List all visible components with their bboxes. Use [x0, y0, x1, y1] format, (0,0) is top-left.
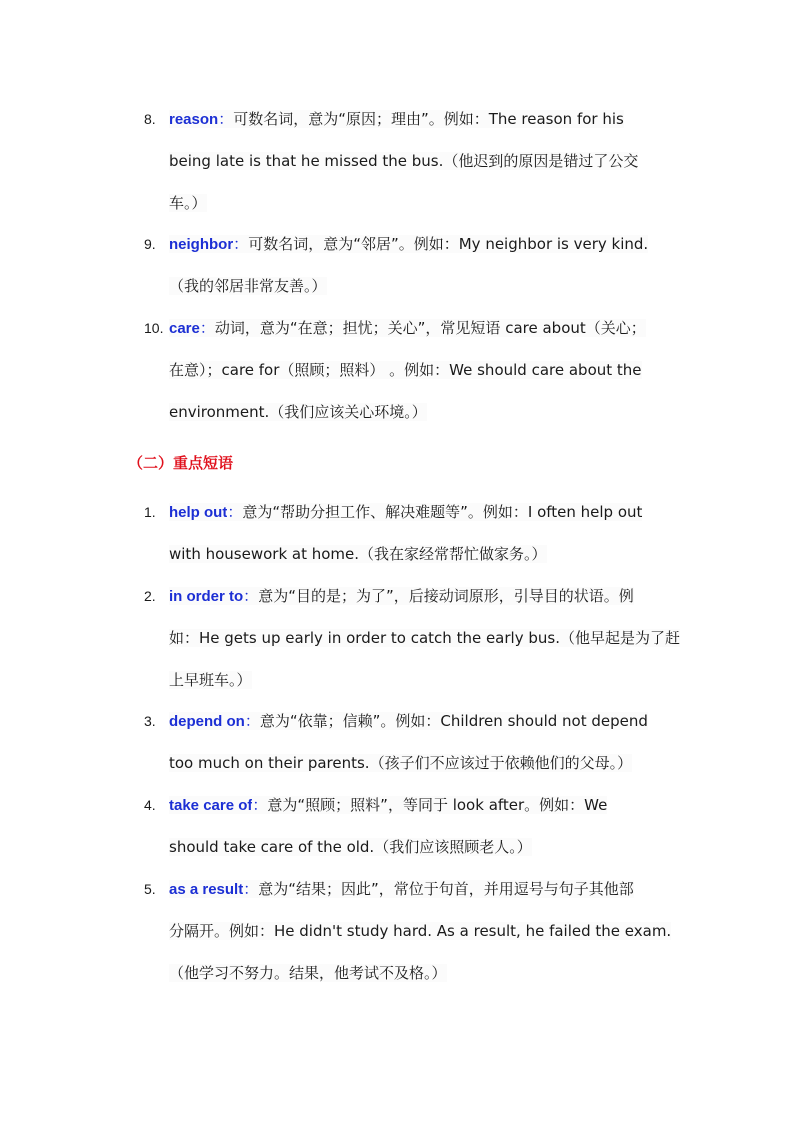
- entry-number: 5.: [144, 881, 156, 897]
- entry-number: 3.: [144, 713, 156, 729]
- entry-body: [169, 784, 681, 868]
- entry-body: [169, 98, 681, 224]
- entry-term: reason: [169, 111, 219, 128]
- entry-term: depend on: [169, 713, 245, 730]
- entry-body: [169, 868, 681, 994]
- entry-line: as a result：意为“结果；因此”，常位于句首，并用逗号与句子其他部: [169, 880, 634, 898]
- entry-line: neighbor：可数名词，意为“邻居”。例如：My neighbor is very kind.: [169, 235, 649, 253]
- entry-number: 4.: [144, 797, 156, 813]
- entry-line: 如：He gets up early in order to catch the early bus.（他早起是为了赶: [169, 629, 680, 647]
- entry-line: help out：意为“帮助分担工作、解决难题等”。例如：I often help out: [169, 503, 643, 521]
- entry-body: [169, 700, 681, 784]
- entry-term: as a result: [169, 881, 244, 898]
- entry-line: take care of：意为“照顾；照料”，等同于 look after。例如：We: [169, 796, 608, 814]
- entry-line: depend on：意为“依靠；信赖”。例如：Children should not depend: [169, 712, 648, 730]
- entry-line: 上早班车。）: [169, 671, 252, 689]
- entry-line: 车。）: [169, 194, 207, 212]
- section-heading: （二）重点短语: [128, 454, 234, 472]
- entry-line: in order to：意为“目的是；为了”，后接动词原形，引导目的状语。例: [169, 587, 634, 605]
- entry-number: 1.: [144, 504, 156, 520]
- entry-line: reason：可数名词，意为“原因；理由”。例如：The reason for his: [169, 110, 624, 128]
- entry-line: too much on their parents.（孩子们不应该过于依赖他们的父母。）: [169, 754, 633, 772]
- entry-number: 9.: [144, 236, 156, 252]
- entry-body: [169, 575, 681, 701]
- entry-line: care：动词，意为“在意；担忧；关心”，常见短语 care about（关心；: [169, 319, 646, 337]
- entry-line: （我的邻居非常友善。）: [169, 277, 327, 295]
- entry-line: 在意）；care for（照顾；照料） 。例如：We should care about the: [169, 361, 642, 379]
- entry-line: （他学习不努力。结果，他考试不及格。）: [169, 964, 447, 982]
- entry-number: 8.: [144, 111, 156, 127]
- entry-term: in order to: [169, 588, 244, 605]
- entry-term: help out: [169, 504, 228, 521]
- entry-term: take care of: [169, 797, 253, 814]
- entry-body: [169, 307, 681, 433]
- entry-line: environment.（我们应该关心环境。）: [169, 403, 427, 421]
- entry-body: [169, 223, 681, 307]
- entry-line: should take care of the old.（我们应该照顾老人。）: [169, 838, 532, 856]
- entry-number: 10.: [144, 320, 164, 336]
- entry-term: neighbor: [169, 236, 234, 253]
- entry-line: 分隔开。例如：He didn't study hard. As a result, he failed the exam.: [169, 922, 672, 940]
- entry-body: [169, 491, 681, 575]
- entry-line: with housework at home.（我在家经常帮忙做家务。）: [169, 545, 547, 563]
- entry-line: being late is that he missed the bus.（他迟到的原因是错过了公交: [169, 152, 639, 170]
- entry-number: 2.: [144, 588, 156, 604]
- entry-term: care: [169, 320, 200, 337]
